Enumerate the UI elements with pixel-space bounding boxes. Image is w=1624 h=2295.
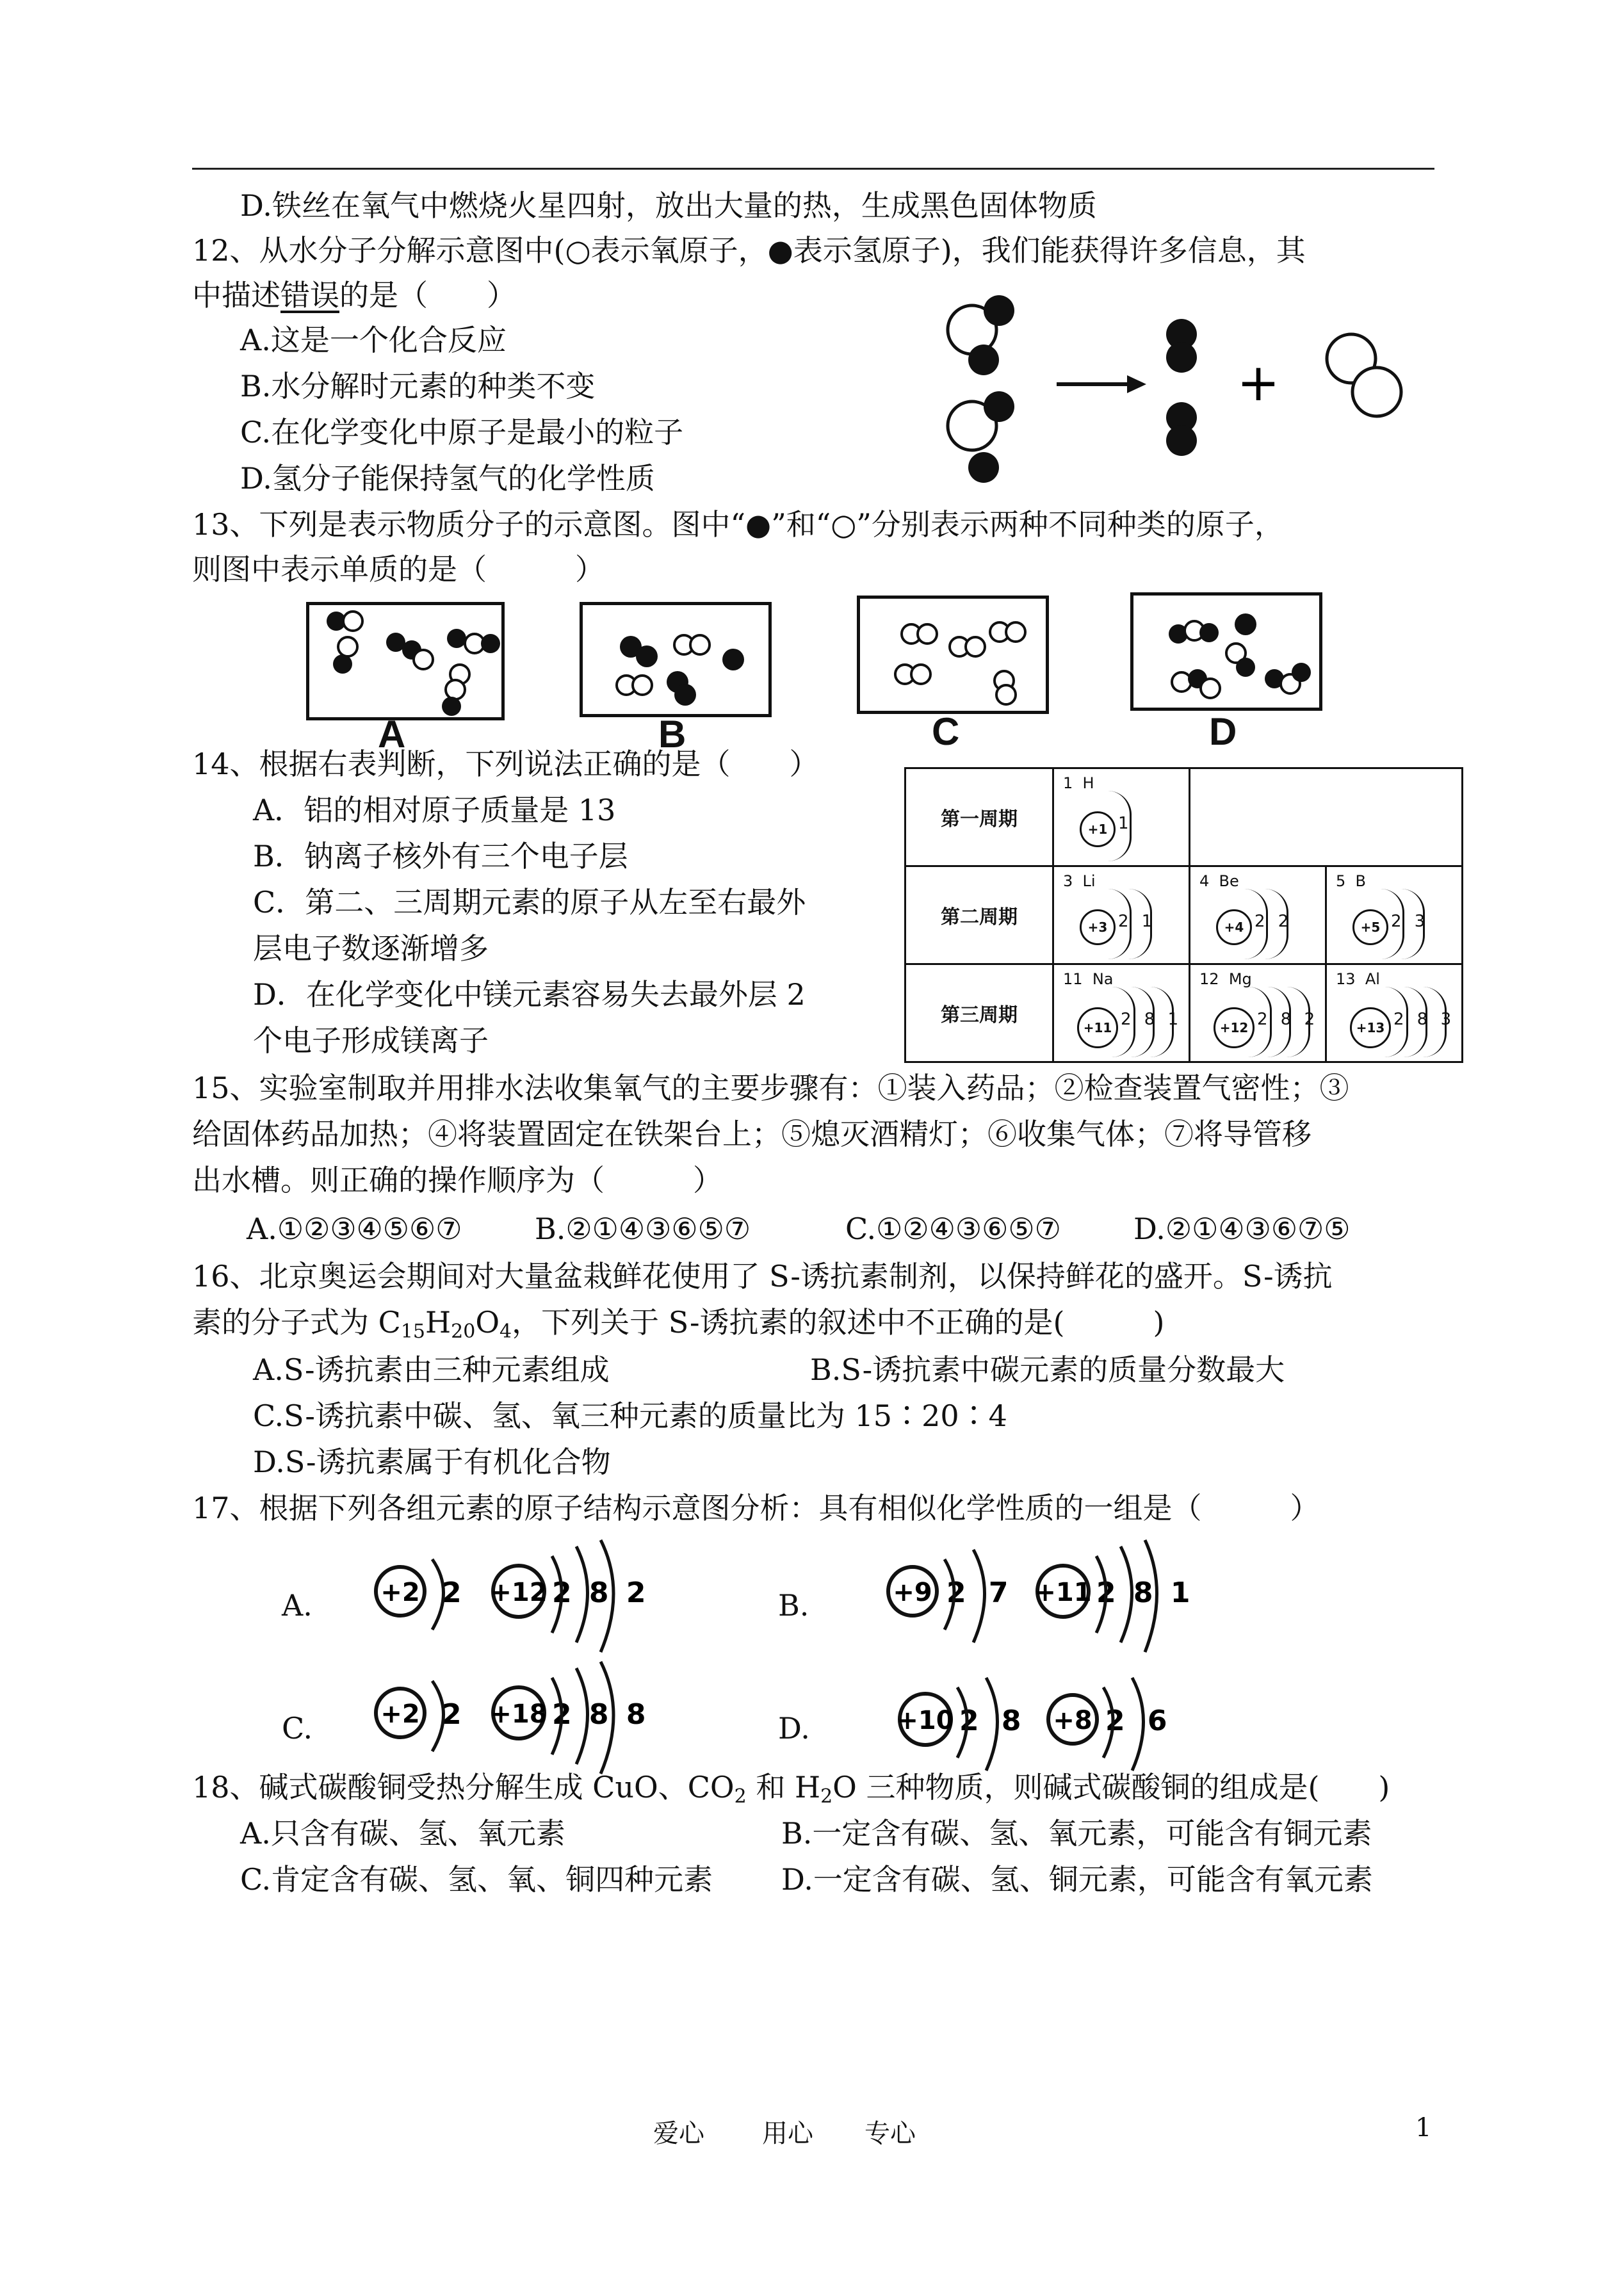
element-cell-be: 4 Be +4 2 2	[1190, 866, 1326, 964]
empty-cell	[1190, 768, 1326, 866]
q15-option-a: A.①②③④⑤⑥⑦	[247, 1212, 462, 1246]
q12-option-d: D.氢分子能保持氢气的化学性质	[240, 461, 655, 496]
svg-text:2: 2	[442, 1698, 462, 1731]
q12-option-a: A.这是一个化合反应	[240, 323, 507, 357]
footer-slogan-2: 用心	[762, 2119, 813, 2148]
svg-text:2 8 8: 2 8 8	[552, 1698, 650, 1731]
footer-slogan-3: 专心	[865, 2119, 916, 2148]
q16-stem-1: 16、北京奥运会期间对大量盆栽鲜花使用了 S-诱抗素制剂，以保持鲜花的盛开。S-诱抗	[192, 1259, 1333, 1293]
svg-text:2 8: 2 8	[959, 1705, 1028, 1737]
q15-option-c: C.①②④③⑥⑤⑦	[845, 1212, 1061, 1246]
q18-stem: 18、碱式碳酸铜受热分解生成 CuO、$CO_2$ 和 $H_2O$ 三种物质，则碱式碳酸铜的组成是( )	[192, 1770, 1390, 1808]
molecule-box-b-label: B	[658, 713, 686, 756]
q12-option-c: C.在化学变化中原子是最小的粒子	[240, 415, 684, 450]
q17-option-b-label: B.	[778, 1588, 809, 1623]
q14-option-c-line1: C．第二、三周期元素的原子从左至右最外	[253, 885, 806, 920]
q14-option-d-line2: 个电子形成镁离子	[253, 1023, 489, 1058]
svg-text:+10: +10	[897, 1706, 954, 1735]
header-rule	[192, 168, 1434, 170]
q15-stem-3: 出水槽。则正确的操作顺序为（ ）	[192, 1163, 722, 1197]
molecule-box-a-label: A	[378, 713, 406, 756]
svg-text:+11: +11	[1034, 1578, 1092, 1607]
element-cell-mg: 12 Mg +12 2 8 2	[1190, 964, 1326, 1062]
element-cell-na: 11 Na +11 2 8 1	[1053, 964, 1190, 1062]
molecule-box-d-label: D	[1209, 710, 1237, 753]
empty-cell	[1326, 768, 1463, 866]
q17-option-a-label: A.	[282, 1588, 313, 1623]
svg-text:+8: +8	[1053, 1706, 1092, 1735]
q14-stem: 14、根据右表判断，下列说法正确的是（ ）	[192, 747, 819, 781]
plus-sign: +	[1237, 353, 1280, 412]
hydrogen-atom	[984, 391, 1014, 422]
hydrogen-atom	[984, 295, 1014, 326]
svg-text:+2: +2	[380, 1699, 420, 1729]
q17-option-d-label: D.	[778, 1711, 810, 1746]
q14-option-a: A．铝的相对原子质量是 13	[253, 793, 616, 827]
molecule-box-c	[857, 596, 1049, 714]
q16-option-a: A.S-诱抗素由三种元素组成	[253, 1352, 610, 1387]
q17-stem: 17、根据下列各组元素的原子结构示意图分析：具有相似化学性质的一组是（ ）	[192, 1491, 1320, 1525]
svg-text:+18: +18	[490, 1699, 548, 1729]
svg-text:2 8 2: 2 8 2	[552, 1577, 650, 1609]
svg-text:2 7: 2 7	[946, 1577, 1015, 1609]
svg-text:2 8 1: 2 8 1	[1096, 1577, 1194, 1609]
q12-option-b: B.水分解时元素的种类不变	[240, 369, 596, 403]
q17-option-a-atoms	[365, 1537, 650, 1678]
svg-text:2 6: 2 6	[1105, 1705, 1174, 1737]
q13-stem-2: 则图中表示单质的是（ ）	[192, 552, 605, 587]
footer-slogan-1: 爱心	[653, 2119, 704, 2148]
q13-stem-1: 13、下列是表示物质分子的示意图。图中“●”和“○”分别表示两种不同种类的原子，	[192, 507, 1284, 542]
svg-text:+12: +12	[490, 1578, 548, 1607]
element-cell-h: 1 H +1 1	[1053, 768, 1190, 866]
q14-option-c-line2: 层电子数逐渐增多	[253, 931, 489, 966]
q14-option-b: B．钠离子核外有三个电子层	[253, 839, 628, 873]
q12-stem-2: 中描述错误的是（ ）	[192, 278, 516, 312]
period-3-header: 第三周期	[905, 964, 1053, 1062]
arrow-head	[1127, 375, 1146, 393]
q14-option-d-line1: D．在化学变化中镁元素容易失去最外层 2	[253, 977, 806, 1012]
q15-stem-2: 给固体药品加热；④将装置固定在铁架台上；⑤熄灭酒精灯；⑥收集气体；⑦将导管移	[192, 1117, 1311, 1151]
svg-text:2: 2	[442, 1577, 462, 1609]
molecule-box-c-label: C	[932, 710, 960, 753]
oxygen-atom	[1352, 368, 1401, 416]
q12-stem-1: 12、从水分子分解示意图中(○表示氧原子，●表示氢原子)，我们能获得许多信息，其	[192, 233, 1306, 268]
molecule-box-b	[580, 602, 772, 717]
molecule-box-a	[306, 602, 505, 720]
q16-stem-2: 素的分子式为 $C_{15}H_{20}O_4$，下列关于 S-诱抗素的叙述中不正确的是( )	[192, 1305, 1165, 1343]
q18-option-b: B.一定含有碳、氢、氧元素，可能含有铜元素	[781, 1816, 1372, 1851]
hydrogen-atom	[1166, 425, 1197, 456]
period-2-header: 第二周期	[905, 866, 1053, 964]
q15-stem-1: 15、实验室制取并用排水法收集氧气的主要步骤有：①装入药品；②检查装置气密性；③	[192, 1071, 1349, 1105]
q17-option-b-atoms	[877, 1537, 1194, 1678]
q16-option-d: D.S-诱抗素属于有机化合物	[253, 1445, 611, 1479]
hydrogen-atom	[1166, 342, 1197, 373]
svg-text:+2: +2	[380, 1578, 420, 1607]
element-cell-li: 3 Li +3 2 1	[1053, 866, 1190, 964]
periodic-table-excerpt	[904, 767, 1463, 1063]
hydrogen-atom	[968, 345, 999, 375]
page-number: 1	[1415, 2113, 1432, 2143]
water-decomposition-diagram	[935, 288, 1422, 493]
q15-option-d: D.②①④③⑥⑦⑤	[1133, 1212, 1351, 1246]
q18-option-a: A.只含有碳、氢、氧元素	[240, 1816, 565, 1851]
molecule-box-d	[1130, 592, 1322, 711]
svg-text:+9: +9	[893, 1578, 932, 1607]
q17-option-c-label: C.	[282, 1711, 313, 1746]
q15-option-b: B.②①④③⑥⑤⑦	[535, 1212, 751, 1246]
element-cell-al: 13 Al +13 2 8 3	[1326, 964, 1463, 1062]
element-cell-b: 5 B +5 2 3	[1326, 866, 1463, 964]
hydrogen-atom	[968, 452, 999, 483]
q18-option-d: D.一定含有碳、氢、铜元素，可能含有氧元素	[781, 1862, 1373, 1897]
q16-option-b: B.S-诱抗素中碳元素的质量分数最大	[810, 1352, 1285, 1387]
period-1-header: 第一周期	[905, 768, 1053, 866]
q18-option-c: C.肯定含有碳、氢、氧、铜四种元素	[240, 1862, 713, 1897]
q11-option-d: D.铁丝在氧气中燃烧火星四射，放出大量的热，生成黑色固体物质	[240, 188, 1097, 223]
q12-emphasis-wrong: 错误	[280, 278, 339, 312]
q16-option-c: C.S-诱抗素中碳、氢、氧三种元素的质量比为 15∶20∶4	[253, 1399, 1007, 1433]
